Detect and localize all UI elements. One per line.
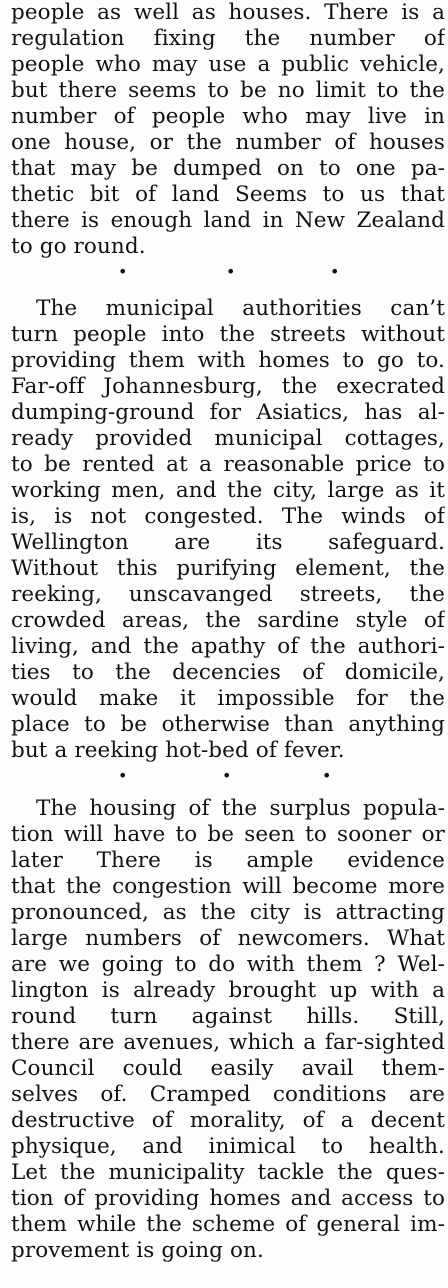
text-line: living, and the apathy of the authori- xyxy=(11,634,445,659)
separator-mark: • xyxy=(330,262,340,281)
text-line: tion will have to be seen to sooner or xyxy=(11,822,445,847)
text-line: working men, and the city, large as it xyxy=(11,478,445,503)
text-line: one house, or the number of houses xyxy=(11,130,445,155)
text-line: there is enough land in New Zealand xyxy=(11,208,445,233)
text-line: ties to the decencies of domicile, xyxy=(11,660,445,685)
text-line: thetic bit of land Seems to us that xyxy=(11,182,445,207)
separator-mark: • xyxy=(118,766,128,785)
text-line: pronounced, as the city is attracting xyxy=(11,900,445,925)
text-line: round turn against hills. Still, xyxy=(11,1004,445,1029)
separator-mark: • xyxy=(222,766,232,785)
text-line: physique, and inimical to health. xyxy=(11,1134,445,1159)
text-line: Far-off Johannesburg, the execrated xyxy=(11,374,445,399)
text-line: The housing of the surplus popula- xyxy=(36,796,445,821)
text-line: regulation fixing the number of xyxy=(11,26,445,51)
text-line: Let the municipality tackle the ques- xyxy=(11,1160,445,1185)
text-line: selves of. Cramped conditions are xyxy=(11,1082,445,1107)
text-line: but there seems to be no limit to the xyxy=(11,78,445,103)
text-line: ready provided municipal cottages, xyxy=(11,426,445,451)
section-separator xyxy=(0,262,448,282)
text-line: people as well as houses. There is a xyxy=(11,0,445,25)
text-line: destructive of morality, of a decent xyxy=(11,1108,445,1133)
text-line: that may be dumped on to one pa- xyxy=(11,156,445,181)
text-line: providing them with homes to go to. xyxy=(11,348,445,373)
text-line: tion of providing homes and access to xyxy=(11,1186,445,1211)
text-line: to go round. xyxy=(11,234,146,259)
section-separator xyxy=(0,766,448,786)
text-line: Wellington are its safeguard. xyxy=(11,530,445,555)
text-line: but a reeking hot-bed of fever. xyxy=(11,738,345,763)
text-line: provement is going on. xyxy=(11,1238,264,1263)
text-line: later There is ample evidence xyxy=(11,848,445,873)
separator-mark: • xyxy=(322,766,332,785)
text-line: to be rented at a reasonable price to xyxy=(11,452,445,477)
text-line: there are avenues, which a far-sighted xyxy=(11,1030,445,1055)
text-line: large numbers of newcomers. What xyxy=(11,926,445,951)
text-line: are we going to do with them ? Wel- xyxy=(11,952,445,977)
separator-mark: • xyxy=(226,262,236,281)
text-line: crowded areas, the sardine style of xyxy=(11,608,445,633)
text-line: lington is already brought up with a xyxy=(11,978,445,1003)
text-line: reeking, unscavanged streets, the xyxy=(11,582,445,607)
text-line: people who may use a public vehicle, xyxy=(11,52,445,77)
text-line: turn people into the streets without xyxy=(11,322,445,347)
text-line: place to be otherwise than anything xyxy=(11,712,445,737)
text-line: them while the scheme of general im- xyxy=(11,1212,445,1237)
text-line: is, is not congested. The winds of xyxy=(11,504,445,529)
text-line: that the congestion will become more xyxy=(11,874,445,899)
text-line: Council could easily avail them- xyxy=(11,1056,445,1081)
text-line: Without this purifying element, the xyxy=(11,556,445,581)
text-line: dumping-ground for Asiatics, has al- xyxy=(11,400,445,425)
text-line: The municipal authorities can’t xyxy=(36,296,445,321)
text-line: would make it impossible for the xyxy=(11,686,445,711)
text-line: number of people who may live in xyxy=(11,104,445,129)
separator-mark: • xyxy=(118,262,128,281)
